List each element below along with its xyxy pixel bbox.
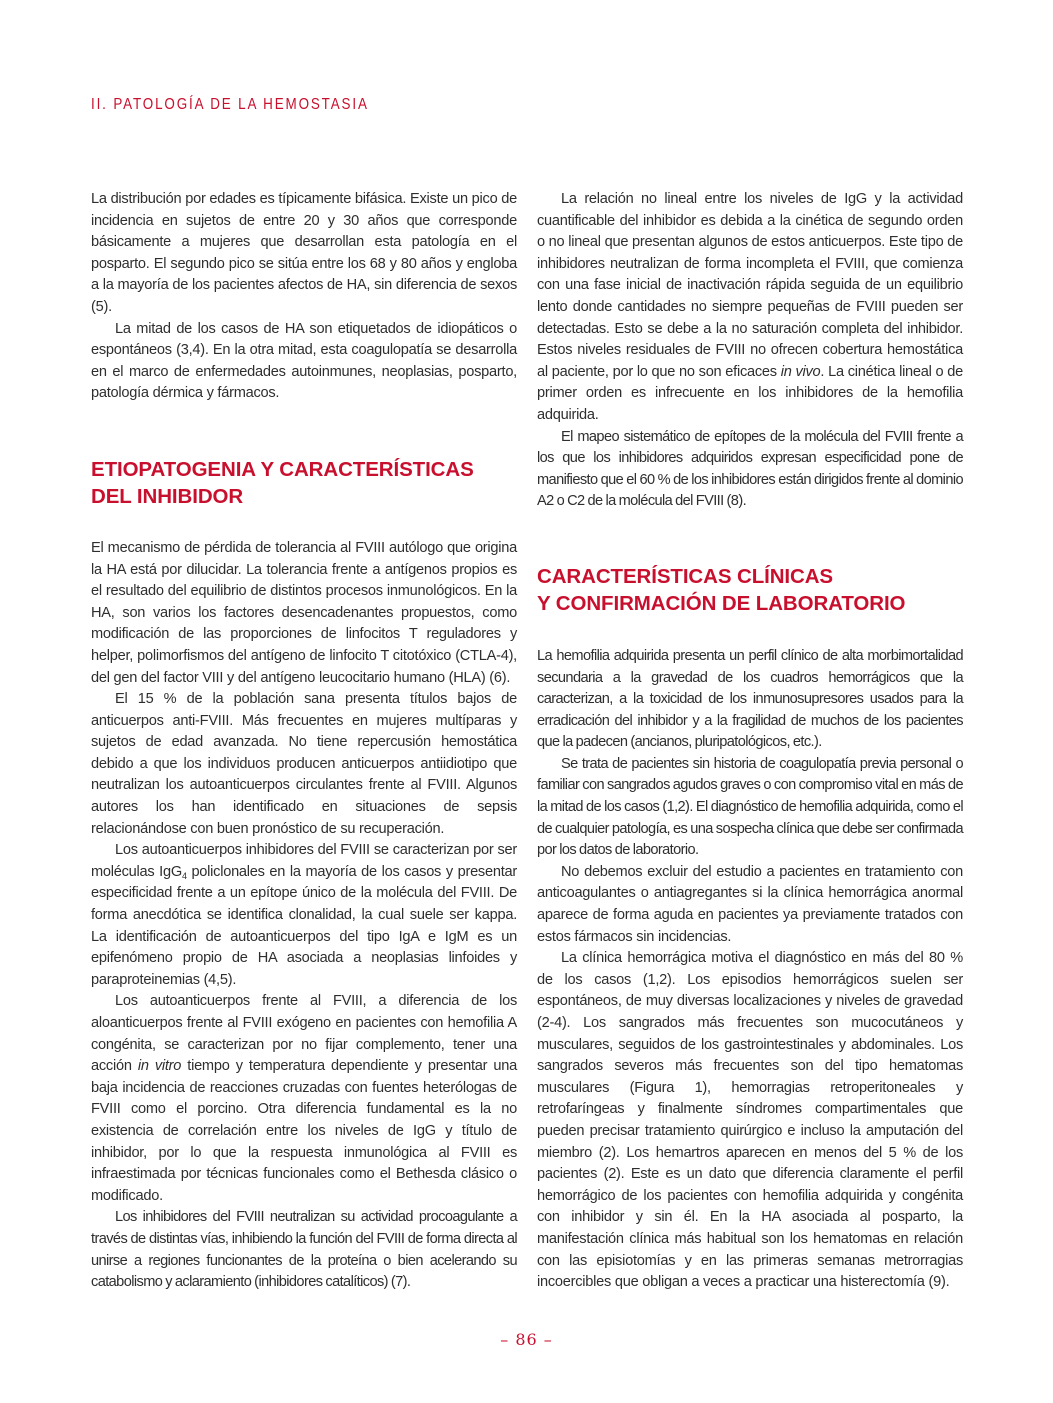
paragraph-autoantibodies-igg4: Los autoanticuerpos inhibidores del FVIII se caracterizan por ser moléculas IgG$_4$ policlonales en la mayoría de los casos y presentar especificidad frente a un epítope único de la molécula del FVIII. De forma anecdótica se identifica clonalidad, la cual suele ser kappa. La identificación de autoanticuerpos del tipo IgA e IgM es un epifenómeno propio de HA asociada a neoplasias linfoides y paraproteinemias (4,5). [91, 842, 517, 988]
paragraph-age-distribution: La distribución por edades es típicamente bifásica. Existe un pico de incidencia en sujetos de entre 20 y 30 años que corresponde básicamente a mujeres que desarrollan esta patología en el posparto. El segundo pico se sitúa entre los 68 y 80 años y engloba a la mayoría de los pacientes afectos de HA, sin diferencia de sexos (5). [91, 191, 517, 315]
paragraph-clinical-profile: La hemofilia adquirida presenta un perfil clínico de alta morbimortalidad secundaria a la gravedad de los cuadros hemorrágicos que la caracterizan, a la toxicidad de los inmunosupresores usados para la erradicación del inhibidor y a la fragilidad de muchos de los pacientes que la padecen (ancianos, pluripatológicos, etc.). [537, 647, 963, 751]
paragraph-alloantibody-differences: Los autoanticuerpos frente al FVIII, a diferencia de los aloanticuerpos frente al FVIII exógeno en pacientes con hemofilia A congénita, se caracterizan por no fijar complemento, tener una acción in vitro tiempo y temperatura dependiente y presentar una baja incidencia de reacciones cruzadas con fuentes heterólogas de FVIII como el porcino. Otra diferencia fundamental es la no existencia de correlación entre los niveles de IgG y título de inhibidor, por lo que la respuesta inmunológica al FVIII es infraestimada por técnicas funcionales como el Bethesda clásico o modificado. [91, 993, 517, 1204]
paragraph-inhibitor-pathways: Los inhibidores del FVIII neutralizan su actividad procoagulante a través de distintas vías, inhibiendo la función del FVIII de forma directa al unirse a regiones funcionantes de la proteína o bien acelerando su catabolismo y aclaramiento (inhibidores catalíticos) (7). [91, 1209, 517, 1291]
paragraph-anticoagulant-patients: No debemos excluir del estudio a pacientes en tratamiento con anticoagulantes o antiagregantes si la clínica hemorrágica anormal aparece de forma aguda en pacientes ya previamente tratados con estos fármacos sin incidencias. [537, 863, 963, 945]
section-heading-line: ETIOPATOGENIA Y CARACTERÍSTICAS [91, 457, 474, 481]
paragraph-idiopathic-cases: La mitad de los casos de HA son etiquetados de idiopáticos o espontáneos (3,4). En la otra mitad, esta coagulopatía se desarrolla en el marco de enfermedades autoinmunes, neoplasias, posparto, patología dérmica y fármacos. [91, 320, 517, 402]
paragraph-nonlinear-kinetics: La relación no lineal entre los niveles de IgG y la actividad cuantificable del inhibidor es debida a la cinética de segundo orden o no lineal que presentan algunos de estos anticuerpos. Este tipo de inhibidores neutralizan de forma incompleta el FVIII, que comienza con una fase inicial de inactivación rápida seguida de un equilibrio lento donde cantidades no siempre pequeñas de FVIII pueden ser detectadas. Esto se debe a la no saturación completa del inhibidor. Estos niveles residuales de FVIII no ofrecen cobertura hemostática al paciente, por lo que no son eficaces in vivo. La cinética lineal o de primer orden es infrecuente en los inhibidores de la hemofilia adquirida. [537, 191, 964, 423]
paragraph-epitope-mapping: El mapeo sistemático de epítopes de la molécula del FVIII frente a los que los inhibidores adquiridos expresan especificidad pone de manifiesto que el 60 % de los inhibidores están dirigidos frente al dominio A2 o C2 de la molécula del FVIII (8). [537, 428, 963, 510]
paragraph-hemorrhagic-presentation: La clínica hemorrágica motiva el diagnóstico en más del 80 % de los casos (1,2). Los episodios hemorrágicos suelen ser espontáneos, de muy diversas localizaciones y niveles de gravedad (2-4). Los sangrados más frecuentes son mucocutáneos y musculares, seguidos de los gastrointestinales y abdominales. Los sangrados severos más frecuentes son del tipo hematomas musculares (Figura 1), hemorragias retroperitoneales y retrofaríngeas y finalmente síndromes compartimentales que pueden precisar tratamiento quirúrgico e incluso la amputación del miembro (2). Los hemartros aparecen en menos del 5 % de los pacientes (2). Este es un dato que diferencia claramente el perfil hemorrágico de los pacientes con hemofilia adquirida y congénita con inhibidor y sin él. En la HA asociada al posparto, la manifestación clínica más habitual son los hematomas en relación con las episiotomías y en las primeras semanas metrorragias incoercibles que obligan a veces a practicar una histerectomía (9). [537, 950, 963, 1291]
section-heading-line: DEL INHIBIDOR [91, 484, 244, 508]
right-column [537, 189, 963, 1294]
section-heading-etiopathogenesis [91, 456, 517, 510]
paragraph-healthy-population: El 15 % de la población sana presenta títulos bajos de anticuerpos anti-FVIII. Más frecuentes en mujeres multíparas y sujetos de edad avanzada. No tiene repercusión hemostática debido a que los individuos producen anticuerpos antiidiotipo que neutralizan los autoanticuerpos circulantes frente al FVIII. Algunos autores los han identificado en situaciones de sepsis relacionándose con buen pronóstico de su recuperación. [91, 691, 517, 837]
paragraph-patient-history: Se trata de pacientes sin historia de coagulopatía previa personal o familiar con sangrados agudos graves o con compromiso vital en más de la mitad de los casos (1,2). El diagnóstico de hemofilia adquirida, como el de cualquier patología, es una sospecha clínica que debe ser confirmada por los datos de laboratorio. [537, 755, 963, 859]
left-column [91, 189, 517, 1294]
paragraph-tolerance-mechanism: El mecanismo de pérdida de tolerancia al FVIII autólogo que origina la HA está por dilucidar. La tolerancia frente a antígenos propios es el resultado del equilibrio de distintos procesos inmunológicos. En la HA, son varios los factores desencadenantes propuestos, como modificación de las proporciones de linfocitos T reguladores y helper, polimorfismos del antígeno de linfocito T citotóxico (CTLA-4), del gen del factor VIII y del antígeno leucocitario humano (HLA) (6). [91, 539, 517, 686]
section-heading-line: CARACTERÍSTICAS CLÍNICAS [537, 564, 833, 588]
page-number: – 86 – [500, 1330, 553, 1349]
section-heading-line: Y CONFIRMACIÓN DE LABORATORIO [537, 591, 906, 615]
section-heading-clinical-features [537, 563, 963, 617]
running-header: II. PATOLOGÍA DE LA HEMOSTASIA [91, 96, 369, 113]
